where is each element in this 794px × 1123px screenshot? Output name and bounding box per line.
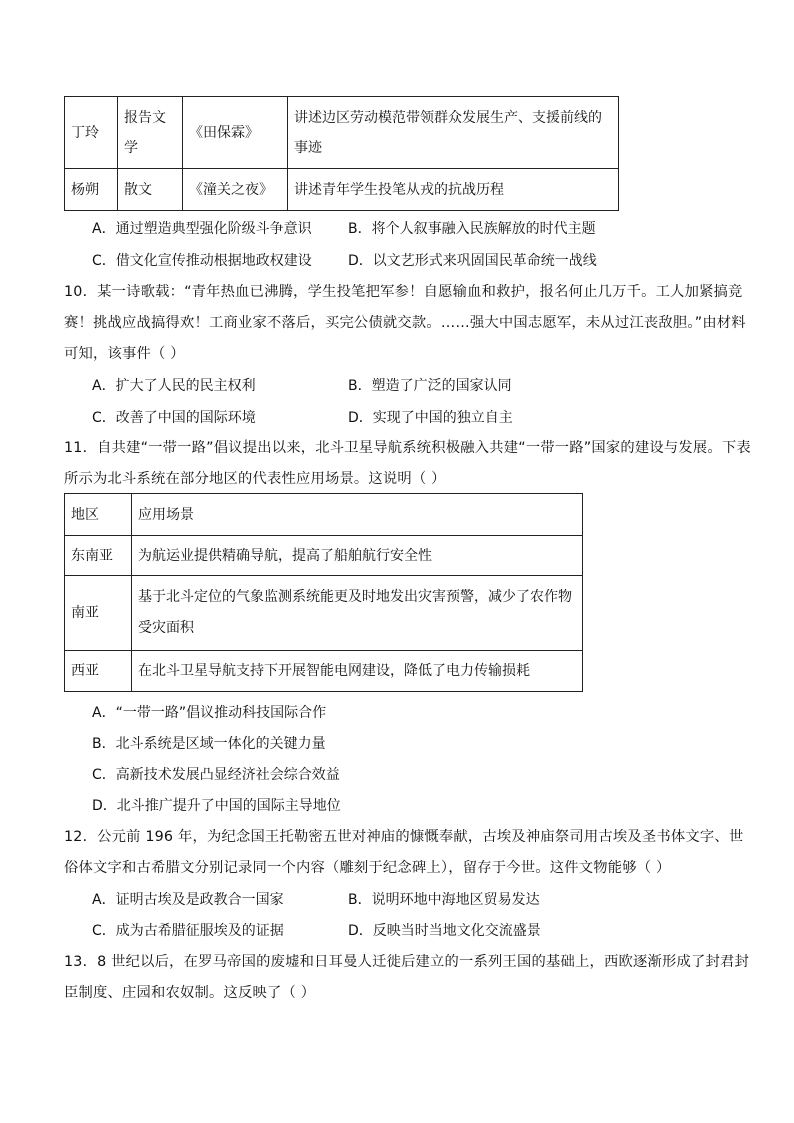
q12-option-a: A．证明古埃及是政教合一国家	[92, 892, 284, 908]
q9-option-c: C．借文化宣传推动根据地政权建设	[92, 253, 312, 269]
q11-option-d: D．北斗推广提升了中国的国际主导地位	[92, 798, 341, 814]
q9-option-d: D．以文艺形式来巩固国民革命统一战线	[348, 253, 597, 269]
literature-table	[64, 96, 619, 211]
table-cell: 《潼关之夜》	[183, 169, 288, 211]
table-cell: 散文	[118, 169, 183, 211]
table-cell: 丁玲	[65, 97, 118, 169]
table-cell: 为航运业提供精确导航，提高了船舶航行安全性	[132, 536, 583, 576]
question-10-stem: 10．某一诗歌载：“青年热血已沸腾，学生投笔把军参！自愿输血和救护，报名何止几万千。工人加紧搞竞赛！挑战应战搞得欢！工商业家不落后，买完公债就交款。……强大中国志愿军，未从过江丧敌胆。”由材料可知，该事件（ ）	[64, 284, 746, 362]
q12-option-b: B．说明环地中海地区贸易发达	[348, 892, 540, 908]
question-13-stem: 13．8 世纪以后，在罗马帝国的废墟和日耳曼人迁徙后建立的一系列王国的基础上，西欧逐渐形成了封君封臣制度、庄园和农奴制。这反映了（ ）	[64, 954, 749, 1001]
q10-option-a: A．扩大了人民的民主权利	[92, 378, 256, 394]
table-cell: 《田保霖》	[183, 97, 288, 169]
table-row	[65, 651, 583, 692]
question-11-stem: 11．自共建“一带一路”倡议提出以来，北斗卫星导航系统积极融入共建“一带一路”国家的建设与发展。下表所示为北斗系统在部分地区的代表性应用场景。这说明（ ）	[64, 440, 751, 487]
question-12-stem: 12．公元前 196 年，为纪念国王托勒密五世对神庙的慷慨奉献，古埃及神庙祭司用古埃及圣书体文字、世俗体文字和古希腊文分别记录同一个内容（雕刻于纪念碑上），留存于今世。这件文物能够（ ）	[64, 829, 744, 876]
q12-option-c: C．成为古希腊征服埃及的证据	[92, 923, 284, 939]
q11-option-b: B．北斗系统是区域一体化的关键力量	[92, 736, 326, 752]
table-cell: 讲述青年学生投笔从戎的抗战历程	[288, 169, 619, 211]
table-row	[65, 97, 619, 169]
table-cell: 南亚	[65, 576, 132, 651]
q9-option-a: A．通过塑造典型强化阶级斗争意识	[92, 221, 312, 237]
q10-option-d: D．实现了中国的独立自主	[348, 410, 513, 426]
table-cell: 基于北斗定位的气象监测系统能更及时地发出灾害预警，减少了农作物受灾面积	[132, 576, 583, 651]
q11-option-c: C．高新技术发展凸显经济社会综合效益	[92, 767, 340, 783]
q10-option-c: C．改善了中国的国际环境	[92, 410, 256, 426]
table-header-row	[65, 494, 583, 536]
q11-option-a: A．“一带一路”倡议推动科技国际合作	[92, 705, 327, 721]
table-header: 应用场景	[132, 494, 583, 536]
beidou-table	[64, 493, 583, 692]
table-row	[65, 536, 583, 576]
table-row	[65, 576, 583, 651]
table-header: 地区	[65, 494, 132, 536]
table-row	[65, 169, 619, 211]
q10-option-b: B．塑造了广泛的国家认同	[348, 378, 512, 394]
table-cell: 杨朔	[65, 169, 118, 211]
table-cell: 西亚	[65, 651, 132, 692]
table-cell: 东南亚	[65, 536, 132, 576]
q12-option-d: D．反映当时当地文化交流盛景	[348, 923, 541, 939]
table-cell: 讲述边区劳动模范带领群众发展生产、支援前线的事迹	[288, 97, 619, 169]
q9-option-b: B．将个人叙事融入民族解放的时代主题	[348, 221, 596, 237]
table-cell: 报告文学	[118, 97, 183, 169]
table-cell: 在北斗卫星导航支持下开展智能电网建设，降低了电力传输损耗	[132, 651, 583, 692]
